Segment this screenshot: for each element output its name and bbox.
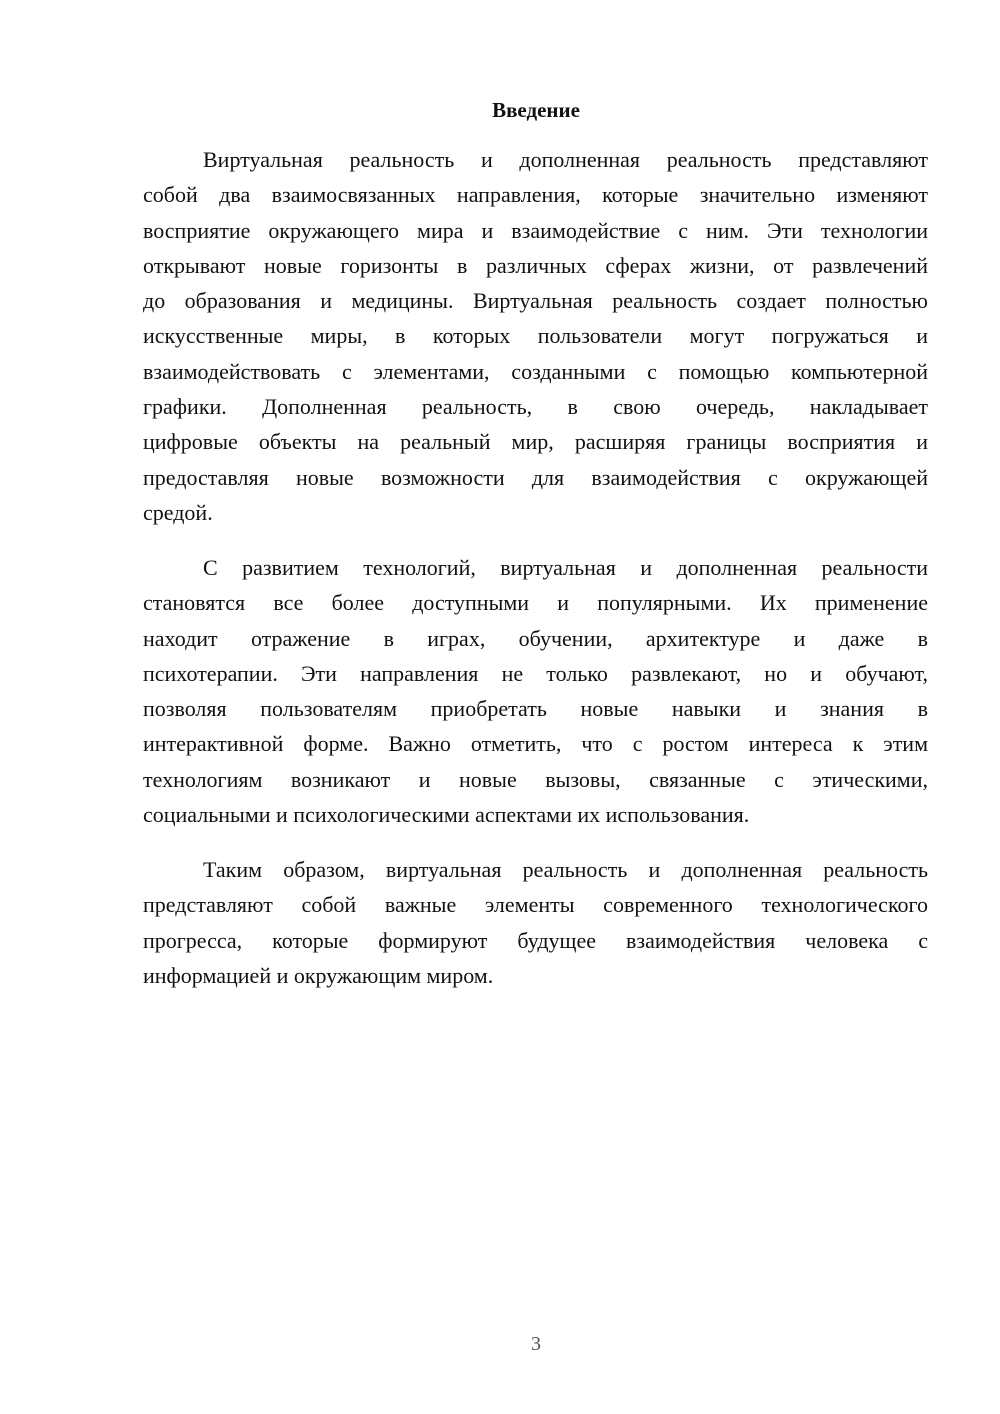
text-line: прогресса, которые формируют будущее взаимодействия человека с: [143, 927, 928, 953]
paragraph-1: [143, 142, 928, 530]
text-line: становятся все более доступными и популярными. Их применение: [143, 590, 928, 616]
text-line: открывают новые горизонты в различных сферах жизни, от развлечений: [143, 252, 928, 278]
text-line: до образования и медицины. Виртуальная реальность создает полностью: [143, 288, 928, 314]
page-number: 3: [531, 1333, 541, 1355]
text-line: интерактивной форме. Важно отметить, что с ростом интереса к этим: [143, 731, 928, 757]
text-line: цифровые объекты на реальный мир, расширяя границы восприятия и: [143, 429, 928, 455]
text-line: графики. Дополненная реальность, в свою очередь, накладывает: [143, 394, 928, 420]
text-line: средой.: [143, 499, 213, 525]
paragraph-3: [143, 852, 928, 993]
text-line: представляют собой важные элементы современного технологического: [143, 892, 928, 918]
text-line: Виртуальная реальность и дополненная реальность представляют: [203, 147, 928, 172]
text-line: технологиям возникают и новые вызовы, связанные с этическими,: [143, 766, 928, 792]
page-title: Введение: [492, 98, 580, 122]
text-line: взаимодействовать с элементами, созданными с помощью компьютерной: [143, 358, 928, 384]
paragraph-2: [143, 550, 928, 832]
text-line: психотерапии. Эти направления не только развлекают, но и обучают,: [143, 660, 928, 686]
text-line: информацией и окружающим миром.: [143, 962, 494, 988]
text-line: позволяя пользователям приобретать новые навыки и знания в: [143, 696, 928, 722]
text-line: искусственные миры, в которых пользователи могут погружаться и: [143, 323, 928, 349]
text-line: Таким образом, виртуальная реальность и дополненная реальность: [203, 857, 928, 882]
text-line: С развитием технологий, виртуальная и дополненная реальности: [203, 555, 928, 580]
text-line: предоставляя новые возможности для взаимодействия с окружающей: [143, 464, 928, 490]
text-line: социальными и психологическими аспектами их использования.: [143, 802, 750, 828]
text-line: восприятие окружающего мира и взаимодействие с ним. Эти технологии: [143, 217, 928, 243]
text-line: собой два взаимосвязанных направления, которые значительно изменяют: [143, 182, 928, 208]
text-line: находит отражение в играх, обучении, архитектуре и даже в: [143, 625, 928, 651]
